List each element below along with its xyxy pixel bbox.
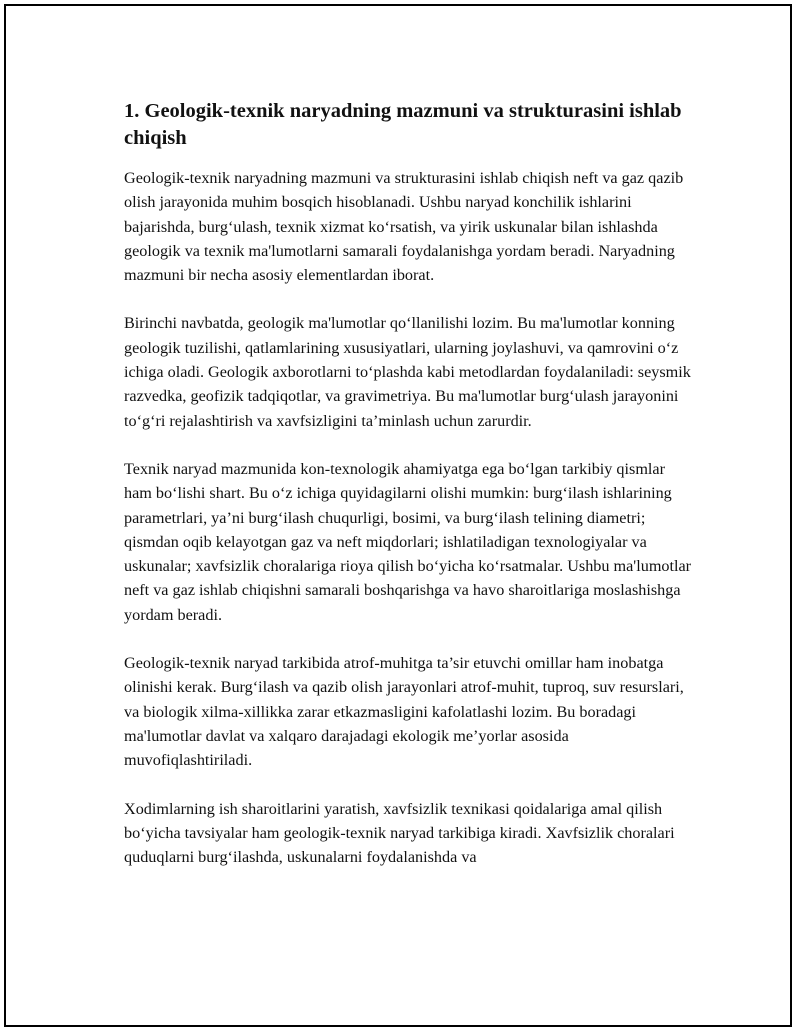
paragraph-safety: Xodimlarning ish sharoitlarini yaratish, xavfsizlik texnikasi qoidalariga amal qilish bo‘yicha tavsiyalar ham geologik-texnik naryad tarkibiga kiradi. Xavfsizlik choralari quduqlarni burg‘ilashda, uskunalarni foydalanishda va [124, 799, 675, 867]
paragraph-environmental-factors: Geologik-texnik naryad tarkibida atrof-muhitga ta’sir etuvchi omillar ham inobatga olinishi kerak. Burg‘ilash va qazib olish jarayonlari atrof-muhit, tuproq, suv resurslari, va biologik xilma-xillikka zarar etkazmasligini kafolatlashi lozim. Bu boradagi ma'lumotlar davlat va xalqaro darajadagi ekologik me’yorlar asosida muvofiqlashtiriladi. [124, 654, 684, 770]
paragraph-intro: Geologik-texnik naryadning mazmuni va strukturasini ishlab chiqish neft va gaz qazib olish jarayonida muhim bosqich hisoblanadi. Ushbu naryad konchilik ishlarini bajarishda, burg‘ulash, texnik xizmat ko‘rsatish, va yirik uskunalar bilan ishlashda geologik va texnik ma'lumotlarni samarali foydalanishga yordam beradi. Naryadning mazmuni bir necha asosiy elementlardan iborat. [124, 169, 684, 285]
paragraph-technical-components: Texnik naryad mazmunida kon-texnologik ahamiyatga ega bo‘lgan tarkibiy qismlar ham bo‘lishi shart. Bu o‘z ichiga quyidagilarni olishi mumkin: burg‘ilash ishlarining parametrlari, ya’ni burg‘ilash chuqurligi, bosimi, va burg‘ilash telining diametri; qismdan oqib kelayotgan gaz va neft miqdorlari; ishlatiladigan texnologiyalar va uskunalar; xavfsizlik choralariga rioya qilish bo‘yicha ko‘rsatmalar. Ushbu ma'lumotlar neft va gaz ishlab chiqishni samarali boshqarishga va havo sharoitlariga moslashishga yordam beradi. [124, 459, 692, 624]
document-content [124, 98, 694, 893]
section-heading: 1. Geologik-texnik naryadning mazmuni va strukturasini ishlab chiqish [124, 100, 682, 149]
paragraph-geological-data: Birinchi navbatda, geologik ma'lumotlar qo‘llanilishi lozim. Bu ma'lumotlar konning geologik tuzilishi, qatlamlarining xususiyatlari, ularning joylashuvi, va qamrovini o‘z ichiga oladi. Geologik axborotlarni to‘plashda kabi metodlardan foydalaniladi: seysmik razvedka, geofizik tadqiqotlar, va gravimetriya. Bu ma'lumotlar burg‘ulash jarayonini to‘g‘ri rejalashtirish va xavfsizligini ta’minlash uchun zarurdir. [124, 314, 691, 430]
page-border [4, 4, 792, 1027]
